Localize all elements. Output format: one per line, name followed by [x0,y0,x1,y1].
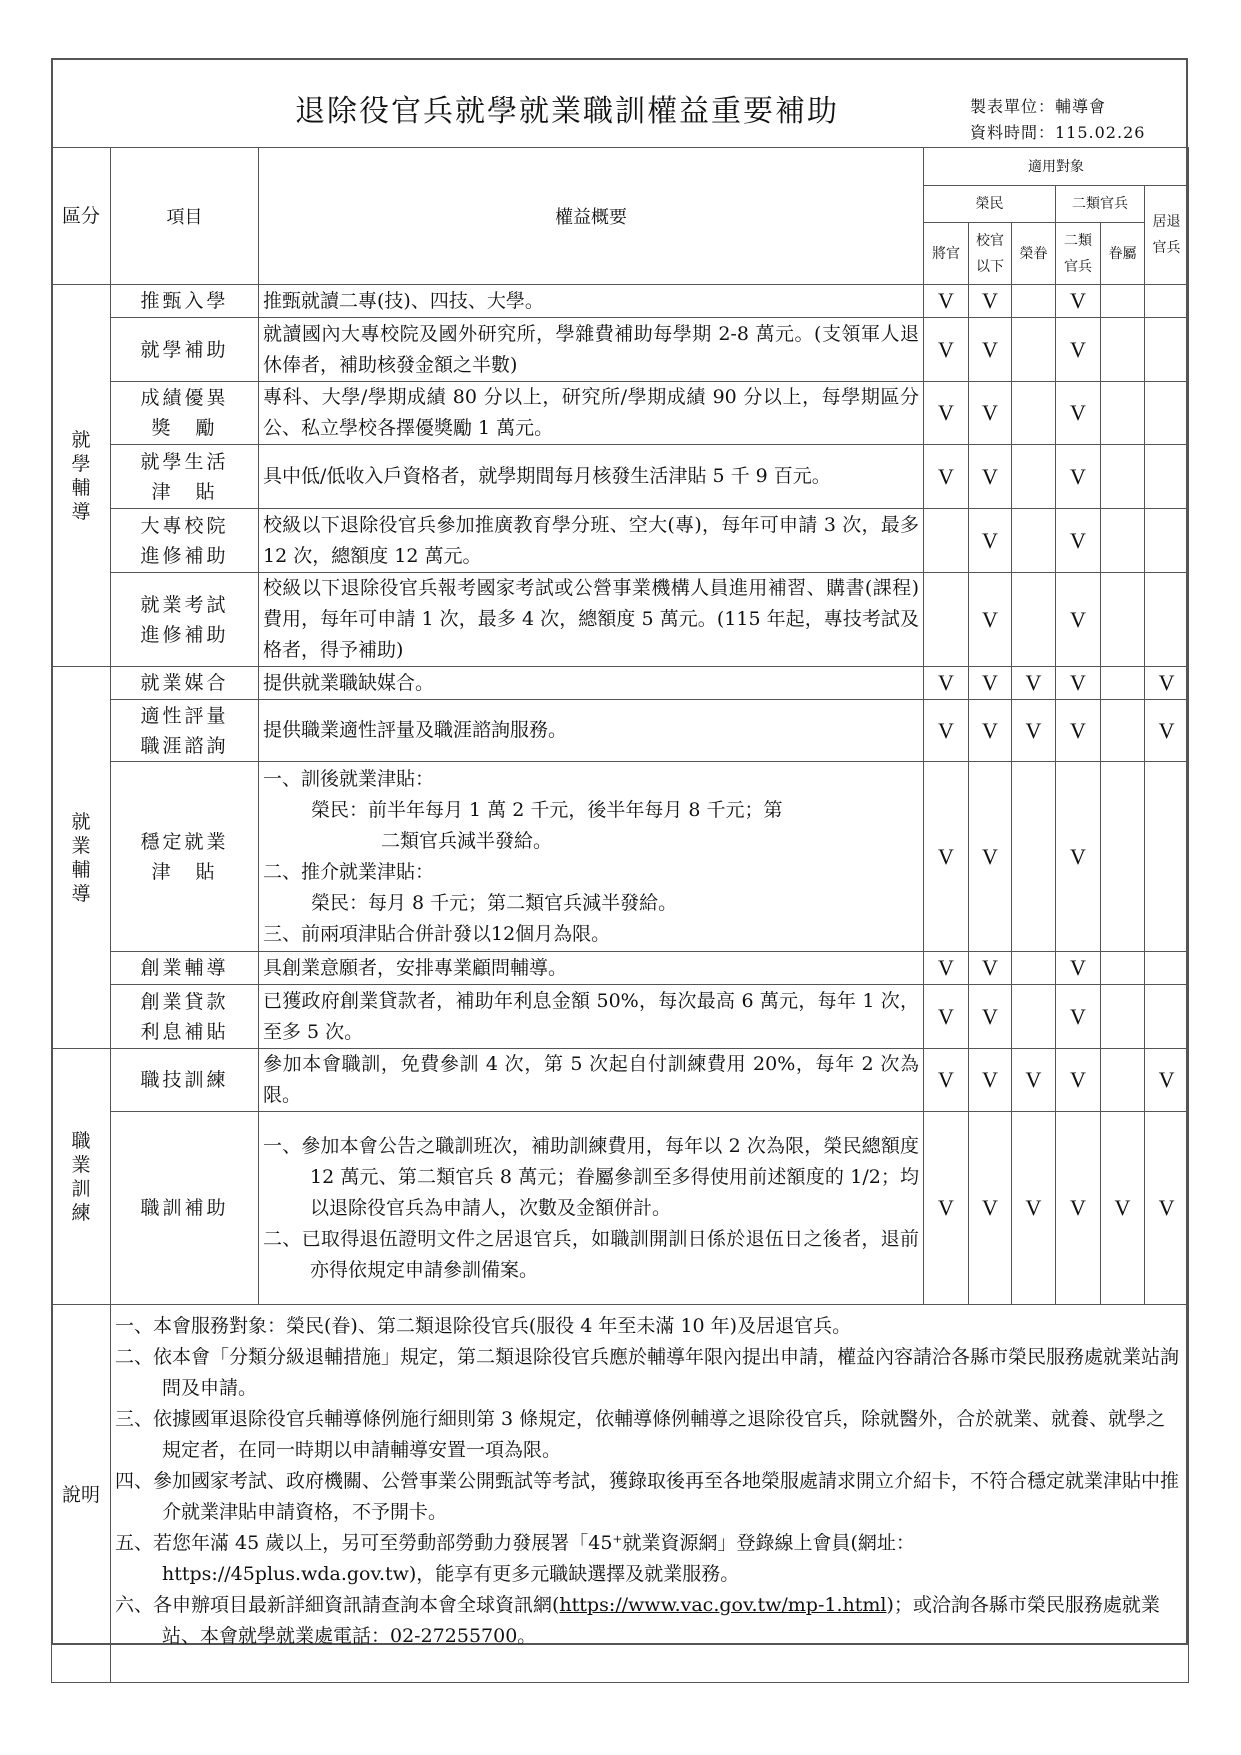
benefit-summary [259,762,924,952]
check-class2-soldier: V [1056,509,1101,573]
check-retired: V [1145,700,1189,762]
item-name-line: 就學生活 [140,450,229,473]
benefit-summary [259,985,924,1049]
check-retired [1145,509,1189,573]
category-char: 職 [71,1129,91,1152]
table-row [52,382,1189,445]
notes-list [111,1305,1189,1683]
item-name [111,952,259,985]
check-veteran-family [1012,382,1056,445]
item-name [111,382,259,445]
item-name [111,700,259,762]
check-general: V [924,1112,969,1305]
item-name [111,318,259,382]
check-veteran-family [1012,762,1056,952]
benefit-summary [259,700,924,762]
check-retired [1145,318,1189,382]
note-6-text-end: )；或洽詢各縣市榮民服務處就業站、本會就學就業處電話：02-27255700。 [162,1594,1160,1647]
check-field-grade: V [969,1112,1012,1305]
check-veteran-family [1012,445,1056,509]
check-general: V [924,667,969,700]
check-retired [1145,952,1189,985]
item-name [111,762,259,952]
table-row [52,1049,1189,1112]
summary-line: 具創業意願者，安排專業顧問輔導。 [263,956,568,979]
item-name [111,1112,259,1305]
note-item: 二、依本會「分類分級退輔措施」規定，第二類退除役官兵應於輔導年限內提出申請，權益內容請洽各縣市榮民服務處就業站詢問及申請。 [115,1346,1180,1399]
check-general: V [924,1049,969,1112]
category-char: 學 [71,452,91,475]
item-name-line: 職技訓練 [140,1069,229,1091]
section-category [52,667,111,1049]
check-class2-family [1101,985,1145,1049]
check-field-grade: V [969,509,1012,573]
header-group-veterans: 榮民 [924,186,1056,223]
item-name [111,1049,259,1112]
summary-line: 就讀國內大專校院及國外研究所，學雜費補助每學期 2-8 萬元。(支領軍人退休俸者，補助核發金額之半數) [263,322,919,376]
summary-line: 榮民：前半年每月 1 萬 2 千元，後半年每月 8 千元；第 [311,798,783,821]
item-name-line: 職涯諮詢 [140,734,229,757]
data-date: 資料時間：115.02.26 [970,123,1146,142]
summary-line: 二、推介就業津貼： [263,860,435,883]
header-summary: 權益概要 [259,148,924,285]
check-field-grade: V [969,318,1012,382]
check-veteran-family [1012,318,1056,382]
benefit-summary [259,509,924,573]
summary-line: 專科、大學/學期成績 80 分以上，研究所/學期成績 90 分以上，每學期區分公、私立學校各擇優獎勵 1 萬元。 [263,386,919,439]
check-class2-soldier: V [1056,700,1101,762]
header-class2-family: 眷屬 [1101,223,1145,285]
note-item: 一、本會服務對象：榮民(眷)、第二類退除役官兵(服役 4 年至未滿 10 年)及居退官兵。 [115,1315,852,1337]
note-item: 四、參加國家考試、政府機關、公營事業公開甄試等考試，獲錄取後再至各地榮服處請求開立介紹卡，不符合穩定就業津貼中推介就業津貼申請資格，不予開卡。 [115,1470,1180,1523]
header-retired: 居退 官兵 [1145,186,1189,285]
table-row [52,573,1189,667]
item-name-line: 大專校院 [140,514,229,537]
check-class2-family [1101,700,1145,762]
check-class2-family [1101,573,1145,667]
item-name-line: 創業輔導 [140,957,229,979]
table-row [52,952,1189,985]
category-char: 輔 [71,476,91,499]
check-field-grade: V [969,762,1012,952]
item-name [111,667,259,700]
check-class2-soldier: V [1056,1049,1101,1112]
page-title: 退除役官兵就學就業職訓權益重要補助 [295,94,839,129]
item-name-line: 進修補助 [140,544,229,567]
check-class2-soldier: V [1056,952,1101,985]
check-field-grade: V [969,573,1012,667]
benefit-summary [259,952,924,985]
check-field-grade: V [969,445,1012,509]
check-class2-soldier: V [1056,382,1101,445]
header-category: 區分 [52,148,111,285]
item-name [111,445,259,509]
item-name-line: 創業貸款 [140,990,229,1013]
check-retired [1145,285,1189,318]
table-row [52,700,1189,762]
item-name [111,285,259,318]
category-char: 業 [71,1153,91,1176]
category-char: 就 [71,810,91,833]
header-applicable: 適用對象 [924,148,1189,186]
summary-line: 具中低/低收入戶資格者，就學期間每月核發生活津貼 5 千 9 百元。 [263,465,831,487]
table-row [52,667,1189,700]
benefit-summary [259,1112,924,1305]
table-row [52,318,1189,382]
summary-line: 一、參加本會公告之職訓班次，補助訓練費用，每年以 2 次為限，榮民總額度 12 萬元、第二類官兵 8 萬元；眷屬參訓至多得使用前述額度的 1/2；均以退除役官兵為申請人，次數及金額併計。 [263,1134,919,1219]
header-class2-soldier: 二類 官兵 [1056,223,1101,285]
item-name-line: 獎 勵 [151,417,218,439]
check-class2-family [1101,285,1145,318]
check-class2-family: V [1101,1112,1145,1305]
benefit-summary [259,445,924,509]
check-general: V [924,382,969,445]
item-name-line: 就業媒合 [140,672,229,694]
check-field-grade: V [969,985,1012,1049]
section-category [52,285,111,667]
category-char: 導 [71,500,91,523]
check-field-grade: V [969,382,1012,445]
category-char: 就 [71,428,91,451]
table-row [52,445,1189,509]
summary-line: 提供職業適性評量及職涯諮詢服務。 [263,719,568,741]
check-class2-family [1101,509,1145,573]
check-general: V [924,318,969,382]
header-item: 項目 [111,148,259,285]
check-general: V [924,762,969,952]
check-retired: V [1145,1049,1189,1112]
table-row [52,985,1189,1049]
check-veteran-family: V [1012,667,1056,700]
benefit-summary [259,382,924,445]
check-retired [1145,573,1189,667]
item-name-line: 推甄入學 [140,290,229,312]
check-retired [1145,985,1189,1049]
header-field-grade: 校官 以下 [969,223,1012,285]
summary-line: 推甄就讀二專(技)、四技、大學。 [263,289,544,312]
check-retired: V [1145,667,1189,700]
summary-line: 一、訓後就業津貼： [263,767,435,790]
summary-line: 校級以下退除役官兵參加推廣教育學分班、空大(專)，每年可申請 3 次，最多 12 次，總額度 12 萬元。 [263,513,919,567]
check-veteran-family: V [1012,700,1056,762]
benefits-table [51,147,1189,1683]
check-class2-family [1101,382,1145,445]
check-class2-family [1101,445,1145,509]
check-general: V [924,445,969,509]
table-row [52,285,1189,318]
check-general: V [924,285,969,318]
check-retired: V [1145,1112,1189,1305]
check-veteran-family: V [1012,1112,1056,1305]
check-veteran-family [1012,509,1056,573]
summary-line: 榮民：每月 8 千元；第二類官兵減半發給。 [311,891,678,914]
issuing-unit: 製表單位：輔導會 [970,97,1107,116]
item-name-line: 就學補助 [140,338,229,361]
check-class2-soldier: V [1056,667,1101,700]
summary-line: 參加本會職訓，免費參訓 4 次，第 5 次起自付訓練費用 20%，每年 2 次為限。 [263,1053,919,1106]
check-general [924,573,969,667]
check-field-grade: V [969,700,1012,762]
table-row [52,1112,1189,1305]
category-char: 訓 [71,1177,91,1200]
check-class2-soldier: V [1056,573,1101,667]
item-name-line: 適性評量 [140,704,229,727]
check-class2-soldier: V [1056,445,1101,509]
check-veteran-family [1012,573,1056,667]
category-char: 練 [71,1201,91,1224]
item-name [111,509,259,573]
summary-line: 三、前兩項津貼合併計發以12個月為限。 [263,922,611,945]
benefit-summary [259,318,924,382]
check-general: V [924,952,969,985]
item-name-line: 津 貼 [151,480,218,503]
note-6-text: 六、各申辦項目最新詳細資訊請查詢本會全球資訊網( [115,1594,560,1616]
category-char: 業 [71,834,91,857]
benefit-summary [259,573,924,667]
header-group-class2: 二類官兵 [1056,186,1145,223]
summary-line: 提供就業職缺媒合。 [263,671,435,694]
category-char: 導 [71,882,91,905]
item-name-line: 成績優異 [140,387,229,409]
check-class2-soldier: V [1056,985,1101,1049]
check-veteran-family [1012,952,1056,985]
summary-line: 二、已取得退伍證明文件之居退官兵，如職訓開訓日係於退伍日之後者，退前亦得依規定申請參訓備案。 [263,1227,919,1281]
note-item: 五、若您年滿 45 歲以上，另可至勞動部勞動力發展署「45⁺就業資源網」登錄線上會員(網址：https://45plus.wda.gov.tw)，能享有更多元職缺選擇及就業服務。 [115,1532,915,1585]
check-general: V [924,985,969,1049]
check-class2-soldier: V [1056,762,1101,952]
table-row [52,509,1189,573]
item-name [111,573,259,667]
summary-line: 已獲政府創業貸款者，補助年利息金額 50%，每次最高 6 萬元，每年 1 次，至多 5 次。 [263,989,919,1043]
check-class2-family [1101,762,1145,952]
check-class2-soldier: V [1056,1112,1101,1305]
note-item [115,1590,1184,1652]
check-field-grade: V [969,952,1012,985]
item-name-line: 穩定就業 [140,830,229,853]
benefit-summary [259,285,924,318]
benefit-summary [259,1049,924,1112]
check-retired [1145,445,1189,509]
header-veteran-family: 榮眷 [1012,223,1056,285]
summary-line: 校級以下退除役官兵報考國家考試或公營事業機構人員進用補習、購書(課程)費用，每年可申請 1 次，最多 4 次，總額度 5 萬元。(115 年起，專技考試及格者，得予補助) [263,577,919,661]
notes-label: 說明 [52,1305,111,1683]
benefit-summary [259,667,924,700]
check-general [924,509,969,573]
check-class2-family [1101,318,1145,382]
note-item: 三、依據國軍退除役官兵輔導條例施行細則第 3 條規定，依輔導條例輔導之退除役官兵，除就醫外，合於就業、就養、就學之規定者，在同一時期以申請輔導安置一項為限。 [115,1408,1166,1461]
check-veteran-family [1012,985,1056,1049]
header-general: 將官 [924,223,969,285]
check-field-grade: V [969,285,1012,318]
check-veteran-family [1012,285,1056,318]
check-retired [1145,762,1189,952]
check-field-grade: V [969,667,1012,700]
check-class2-family [1101,667,1145,700]
item-name-line: 就業考試 [140,593,229,616]
item-name-line: 進修補助 [140,623,229,646]
check-general: V [924,700,969,762]
section-category [52,1049,111,1305]
summary-line: 二類官兵減半發給。 [381,829,553,852]
item-name [111,985,259,1049]
check-retired [1145,382,1189,445]
check-class2-family [1101,952,1145,985]
table-row [52,762,1189,952]
item-name-line: 利息補貼 [140,1020,229,1043]
check-field-grade: V [969,1049,1012,1112]
item-name-line: 津 貼 [151,860,218,883]
check-class2-family [1101,1049,1145,1112]
check-class2-soldier: V [1056,318,1101,382]
category-char: 輔 [71,858,91,881]
item-name-line: 職訓補助 [140,1197,229,1219]
check-class2-soldier: V [1056,285,1101,318]
vac-website-link[interactable]: https://www.vac.gov.tw/mp-1.html [559,1594,887,1616]
check-veteran-family: V [1012,1049,1056,1112]
